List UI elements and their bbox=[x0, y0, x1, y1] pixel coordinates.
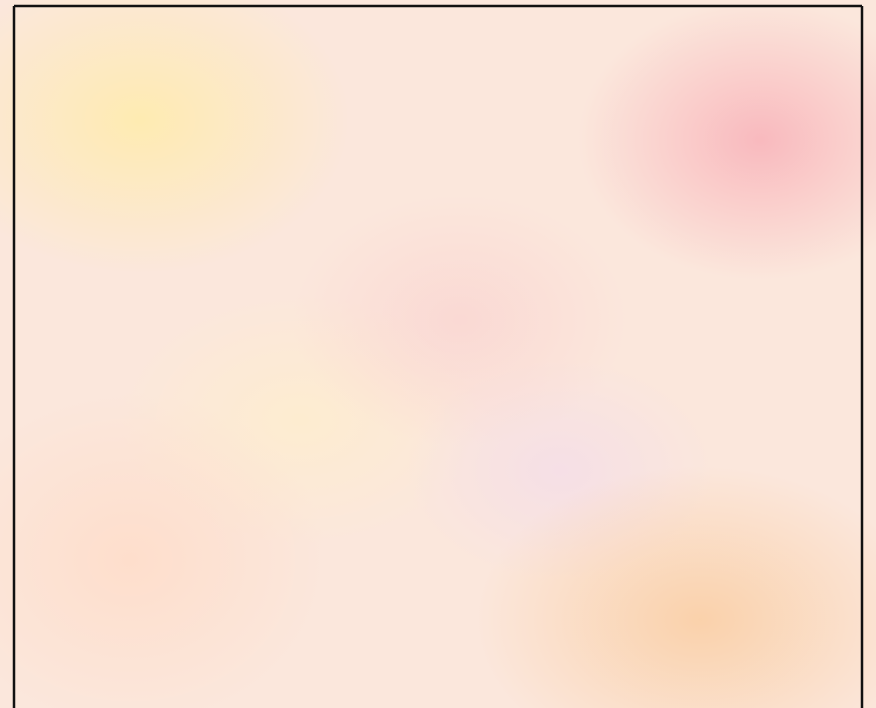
spacer bbox=[97, 232, 817, 267]
methodology-text bbox=[97, 232, 817, 267]
